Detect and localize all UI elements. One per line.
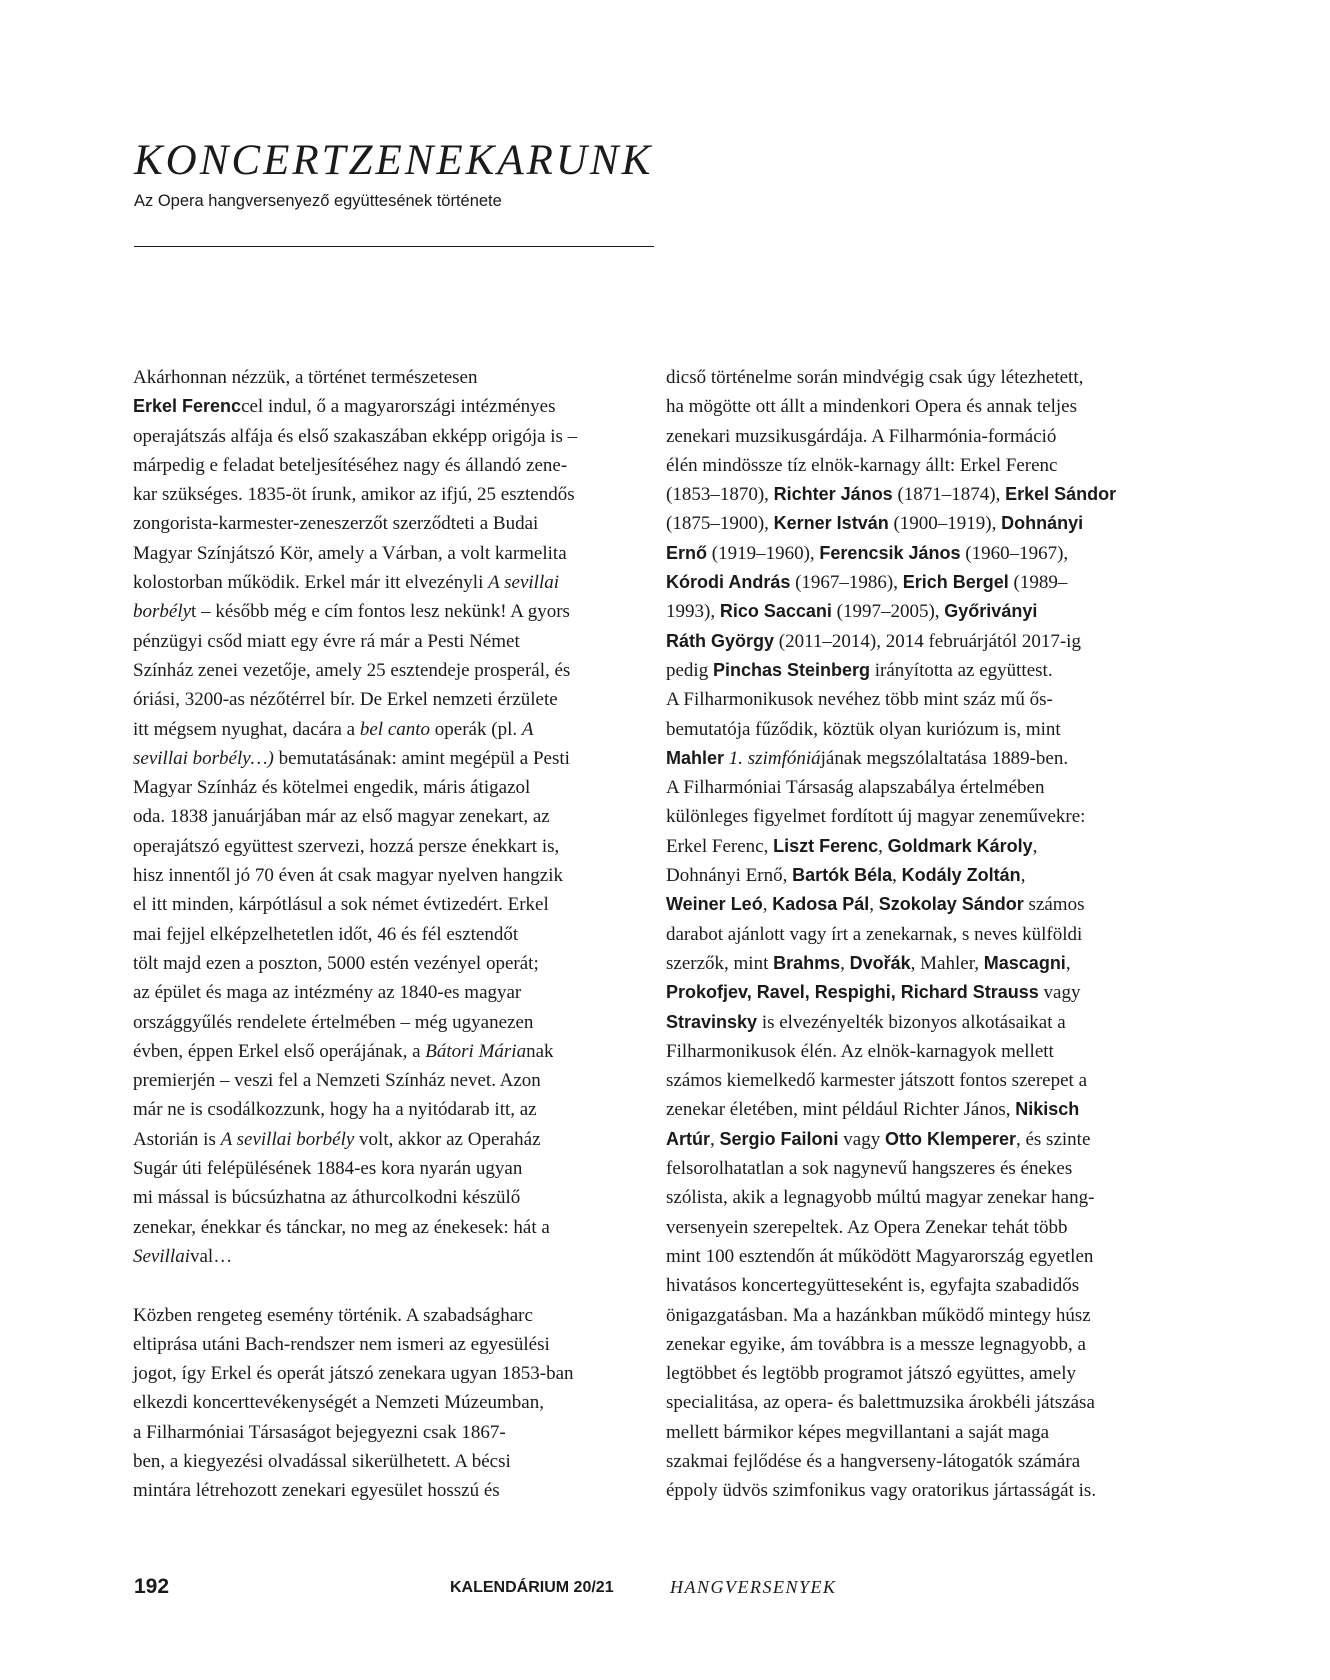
name-highlight: Kerner István xyxy=(773,513,889,534)
text-run: kar szükséges. 1835-öt írunk, amikor az ifjú, 25 esztendős xyxy=(133,484,575,506)
text-run: premierjén – veszi fel a Nemzeti Színház nevet. Azon xyxy=(133,1070,541,1092)
text-line xyxy=(133,363,633,392)
text-line xyxy=(666,773,1166,802)
text-run: nak xyxy=(526,1040,554,1062)
text-run: operajátszó együttest szervezi, hozzá persze énekkart is, xyxy=(133,835,560,857)
text-run: zenekari muzsikusgárdája. A Filharmónia-formáció xyxy=(666,425,1057,447)
text-run: bemutatója fűződik, köztük olyan kuriózum is, mint xyxy=(666,718,1061,740)
text-run: számos kiemelkedő karmester játszott fontos szerepet a xyxy=(666,1070,1088,1092)
text-line xyxy=(133,392,633,421)
text-line xyxy=(666,627,1166,656)
text-run: pénzügyi csőd miatt egy évre rá már a Pesti Német xyxy=(133,630,520,652)
text-line xyxy=(666,715,1166,744)
name-highlight: Szokolay Sándor xyxy=(878,894,1024,915)
text-run: oda. 1838 januárjában már az első magyar zenekart, az xyxy=(133,806,550,828)
text-line xyxy=(133,1301,633,1330)
text-line xyxy=(666,568,1166,597)
text-run: operák (pl. xyxy=(430,718,522,740)
italic-title: bel canto xyxy=(359,718,431,740)
name-highlight: Győriványi xyxy=(944,601,1038,622)
text-line xyxy=(666,363,1166,392)
text-line xyxy=(133,1095,633,1124)
name-highlight: Prokofjev, Ravel, Respighi, Richard Strauss xyxy=(666,982,1039,1003)
text-line xyxy=(666,1476,1166,1505)
text-line xyxy=(666,451,1166,480)
text-run: , xyxy=(762,894,773,916)
text-line xyxy=(133,949,633,978)
text-run: , xyxy=(840,952,850,974)
text-run: hisz innentől jó 70 éven át csak magyar nyelven hangzik xyxy=(133,865,564,887)
text-run: itt mégsem nyughat, dacára a xyxy=(133,718,360,740)
text-run: vagy xyxy=(838,1128,885,1150)
text-run: tölt majd ezen a poszton, 5000 estén vezényel operát; xyxy=(133,952,539,974)
text-line xyxy=(133,568,633,597)
text-run: mellett bármikor képes megvillantani a saját maga xyxy=(666,1421,1050,1443)
text-run: felsorolhatatlan a sok nagynevű hangszeres és énekes xyxy=(666,1158,1073,1180)
page-title: KONCERTZENEKARUNK xyxy=(134,137,654,184)
text-line xyxy=(133,978,633,1007)
text-line xyxy=(133,1213,633,1242)
text-line xyxy=(666,509,1166,538)
text-run: önigazgatásban. Ma a hazánkban működő mintegy húsz xyxy=(666,1304,1091,1326)
text-run: Astorián is xyxy=(133,1128,221,1150)
text-line xyxy=(133,832,633,861)
text-run: jogot, így Erkel és operát játszó zenekara ugyan 1853-ban xyxy=(133,1363,574,1385)
text-run: volt, akkor az Operaház xyxy=(354,1128,541,1150)
name-highlight: Nikisch xyxy=(1015,1099,1080,1120)
text-line xyxy=(666,656,1166,685)
text-line xyxy=(133,920,633,949)
right-text-column xyxy=(666,363,1166,1506)
name-highlight: Brahms xyxy=(773,952,841,973)
text-line xyxy=(133,685,633,714)
text-run: bemutatásának: amint megépül a Pesti xyxy=(273,747,570,769)
text-run: legtöbbet és legtöbb programot játszó együttes, amely xyxy=(666,1363,1076,1385)
name-highlight: Ráth György xyxy=(666,630,775,651)
name-highlight: Mahler xyxy=(666,747,725,768)
text-run: (1919–1960), xyxy=(707,542,820,564)
text-line xyxy=(133,451,633,480)
text-line xyxy=(666,744,1166,773)
text-run: cel indul, ő a magyarországi intézményes xyxy=(241,396,556,418)
text-run: eltiprása utáni Bach-rendszer nem ismeri az egyesülési xyxy=(133,1333,550,1355)
text-run: , xyxy=(710,1128,720,1150)
name-highlight: Liszt Ferenc xyxy=(773,835,879,856)
text-run: óriási, 3200-as nézőtérrel bír. De Erkel nemzeti érzülete xyxy=(133,689,558,711)
text-line xyxy=(666,920,1166,949)
text-run: Közben rengeteg esemény történik. A szabadságharc xyxy=(133,1304,533,1326)
publication-name: KALENDÁRIUM 20/21 xyxy=(450,1579,614,1596)
text-run: ha mögötte ott állt a mindenkori Opera és annak teljes xyxy=(666,396,1078,418)
name-highlight: Otto Klemperer xyxy=(884,1128,1016,1149)
text-run: Erkel Ferenc, xyxy=(666,835,774,857)
text-line xyxy=(666,1095,1166,1124)
text-run: (1875–1900), xyxy=(666,513,774,535)
text-line xyxy=(666,1213,1166,1242)
name-highlight: Erich Bergel xyxy=(902,572,1009,593)
section-name: HANGVERSENYEK xyxy=(670,1577,837,1597)
text-run: Magyar Színház és kötelmei engedik, máris átigazol xyxy=(133,777,531,799)
text-run: elkezdi koncerttevékenységét a Nemzeti Múzeumban, xyxy=(133,1392,544,1414)
text-line xyxy=(133,480,633,509)
text-run: Dohnányi Ernő, xyxy=(666,865,793,887)
text-run: mint 100 esztendőn át működött Magyarország egyetlen xyxy=(666,1245,1094,1267)
text-run: élén mindössze tíz elnök-karnagy állt: Erkel Ferenc xyxy=(666,454,1058,476)
text-line xyxy=(666,539,1166,568)
text-line xyxy=(133,1066,633,1095)
text-run: specialitása, az opera- és balettmuzsika árokbéli játszása xyxy=(666,1392,1095,1414)
text-run: (1989– xyxy=(1008,572,1068,594)
text-run: évben, éppen Erkel első operájának, a xyxy=(133,1040,426,1062)
name-highlight: Artúr xyxy=(666,1128,710,1149)
name-highlight: Dohnányi xyxy=(1001,513,1084,534)
text-run: , xyxy=(1020,865,1026,887)
text-line xyxy=(666,978,1166,1007)
text-line xyxy=(666,832,1166,861)
text-run: (2011–2014), 2014 februárjától 2017-ig xyxy=(774,630,1081,652)
italic-title: A xyxy=(521,718,534,740)
text-run: zenekar, énekkar és tánckar, no meg az énekesek: hát a xyxy=(133,1216,550,1238)
text-run: darabot ajánlott vagy írt a zenekarnak, s neves külföldi xyxy=(666,923,1083,945)
text-run: jának megszólaltatása 1889-ben. xyxy=(820,747,1069,769)
text-line xyxy=(666,1066,1166,1095)
text-line xyxy=(133,802,633,831)
text-line xyxy=(666,480,1166,509)
text-line xyxy=(666,1359,1166,1388)
text-run: irányította az együttest. xyxy=(870,659,1053,681)
text-run: Színház zenei vezetője, amely 25 esztendeje prosperál, és xyxy=(133,659,571,681)
text-run: kolostorban működik. Erkel már itt elvezényli xyxy=(133,572,489,594)
text-run: , és szinte xyxy=(1015,1128,1091,1150)
text-line xyxy=(133,627,633,656)
text-run: a Filharmóniai Társaságot bejegyezni csak 1867- xyxy=(133,1421,506,1443)
text-line xyxy=(133,1388,633,1417)
text-line xyxy=(666,1183,1166,1212)
text-run: éppoly üdvös szimfonikus vagy oratorikus jártasságát is. xyxy=(666,1480,1097,1502)
text-line xyxy=(133,1008,633,1037)
text-run: szólista, akik a legnagyobb múltú magyar zenekar hang- xyxy=(666,1187,1095,1209)
text-run: szakmai fejlődése és a hangverseny-látogatók számára xyxy=(666,1450,1081,1472)
text-run: , xyxy=(878,835,888,857)
italic-title: A sevillai xyxy=(488,572,559,594)
text-run: vagy xyxy=(1038,982,1081,1004)
italic-title: Bátori Mária xyxy=(425,1040,527,1062)
name-highlight: Rico Saccani xyxy=(719,601,832,622)
text-run: operajátszás alfája és első szakaszában ekképp origója is – xyxy=(133,425,578,447)
text-line xyxy=(133,715,633,744)
name-highlight: Pinchas Steinberg xyxy=(712,659,871,680)
text-run: zenekar életében, mint például Richter János, xyxy=(666,1099,1016,1121)
text-line xyxy=(133,1037,633,1066)
text-line xyxy=(133,1418,633,1447)
title-divider xyxy=(134,246,654,247)
text-run: (1853–1870), xyxy=(666,484,774,506)
name-highlight: Ernő xyxy=(666,542,708,563)
text-run: különleges figyelmet fordított új magyar zeneművekre: xyxy=(666,806,1086,828)
text-run: Akárhonnan nézzük, a történet természetesen xyxy=(133,367,478,388)
text-run: pedig xyxy=(666,659,713,681)
text-line xyxy=(666,597,1166,626)
text-line xyxy=(133,422,633,451)
text-run: márpedig e feladat beteljesítéséhez nagy és állandó zene- xyxy=(133,454,568,476)
text-line xyxy=(133,890,633,919)
text-line xyxy=(666,1154,1166,1183)
text-line xyxy=(666,1447,1166,1476)
name-highlight: Mascagni xyxy=(983,952,1066,973)
text-run: országgyűlés rendelete értelmében – még ugyanezen xyxy=(133,1011,534,1033)
text-line xyxy=(666,1271,1166,1300)
text-line xyxy=(133,1125,633,1154)
text-run: Magyar Színjátszó Kör, amely a Várban, a volt karmelita xyxy=(133,542,567,564)
text-line xyxy=(133,773,633,802)
name-highlight: Weiner Leó xyxy=(666,894,763,915)
text-line xyxy=(133,539,633,568)
italic-title: borbély xyxy=(133,601,192,623)
name-highlight: Stravinsky xyxy=(666,1011,758,1032)
name-highlight: Bartók Béla xyxy=(792,865,893,886)
name-highlight: Kodály Zoltán xyxy=(901,865,1021,886)
text-run: (1900–1919), xyxy=(888,513,1002,535)
text-run: (1997–2005), xyxy=(831,601,945,623)
text-run: , xyxy=(869,894,879,916)
left-text-column xyxy=(133,363,633,1506)
text-run: A Filharmonikusok nevéhez több mint száz mű ős- xyxy=(666,689,1053,711)
text-line xyxy=(666,861,1166,890)
text-run: zenekar egyike, ám továbbra is a messze legnagyobb, a xyxy=(666,1333,1086,1355)
page-subtitle: Az Opera hangversenyező együttesének története xyxy=(134,192,502,210)
text-line xyxy=(133,1447,633,1476)
text-line xyxy=(133,656,633,685)
page-number: 192 xyxy=(134,1575,170,1598)
text-run: már ne is csodálkozzunk, hogy ha a nyitódarab itt, az xyxy=(133,1099,537,1121)
text-run: versenyein szerepeltek. Az Opera Zenekar tehát több xyxy=(666,1216,1068,1238)
name-highlight: Sergio Failoni xyxy=(719,1128,839,1149)
italic-title: sevillai borbély…) xyxy=(133,747,274,769)
text-line xyxy=(133,1359,633,1388)
text-line xyxy=(666,1330,1166,1359)
text-run: , xyxy=(1032,835,1038,857)
text-line xyxy=(666,1418,1166,1447)
text-run: mintára létrehozott zenekari egyesület hosszú és xyxy=(133,1480,500,1502)
text-run: (1967–1986), xyxy=(790,572,903,594)
text-line xyxy=(133,509,633,538)
text-line xyxy=(133,597,633,626)
text-run: , Mahler, xyxy=(910,952,984,974)
text-run: zongorista-karmester-zeneszerzőt szerződteti a Budai xyxy=(133,513,539,535)
text-line xyxy=(133,1242,633,1271)
text-run: mai fejjel elképzelhetetlen időt, 46 és fél esztendőt xyxy=(133,923,519,945)
text-run: Sugár úti felépülésének 1884-es kora nyarán ugyan xyxy=(133,1158,523,1180)
text-run: Filharmonikusok élén. Az elnök-karnagyok mellett xyxy=(666,1040,1054,1062)
name-highlight: Erkel Sándor xyxy=(1005,484,1117,505)
text-run: val… xyxy=(189,1245,233,1267)
text-line xyxy=(133,861,633,890)
text-line xyxy=(133,1183,633,1212)
text-run: ben, a kiegyezési olvadással sikerülhetett. A bécsi xyxy=(133,1450,511,1472)
text-run: az épület és maga az intézmény az 1840-es magyar xyxy=(133,982,522,1004)
text-run: el itt minden, kárpótlásul a sok német évtizedért. Erkel xyxy=(133,894,549,916)
text-run: (1871–1874), xyxy=(892,484,1006,506)
text-run: számos xyxy=(1023,894,1085,916)
name-highlight: Richter János xyxy=(773,484,893,505)
text-line xyxy=(666,685,1166,714)
text-run: 1993), xyxy=(666,601,720,623)
italic-title: Sevillai xyxy=(133,1245,190,1267)
text-line xyxy=(666,1037,1166,1066)
text-line xyxy=(666,802,1166,831)
text-run: , xyxy=(1065,952,1071,974)
text-line xyxy=(666,1125,1166,1154)
text-run: , xyxy=(892,865,902,887)
name-highlight: Goldmark Károly xyxy=(887,835,1033,856)
text-run: szerzők, mint xyxy=(666,952,774,974)
text-run: hivatásos koncertegyütteseként is, egyfajta szabadidős xyxy=(666,1275,1080,1297)
name-highlight: Ferencsik János xyxy=(819,542,961,563)
name-highlight: Kórodi András xyxy=(666,572,791,593)
text-line xyxy=(133,744,633,773)
text-run: t – később még e cím fontos lesz nekünk! A gyors xyxy=(191,601,570,623)
name-highlight: Kadosa Pál xyxy=(772,894,870,915)
name-highlight: Dvořák xyxy=(849,952,911,973)
text-line xyxy=(666,1301,1166,1330)
paragraph-gap xyxy=(133,1271,633,1300)
italic-title: 1. szimfóniá xyxy=(728,747,821,769)
text-line xyxy=(666,422,1166,451)
text-line xyxy=(666,392,1166,421)
text-line xyxy=(133,1154,633,1183)
text-run: (1960–1967), xyxy=(960,542,1069,564)
text-run: mi mással is búcsúzhatna az áthurcolkodni készülő xyxy=(133,1187,521,1209)
italic-title: A sevillai borbély xyxy=(220,1128,355,1150)
text-line xyxy=(666,1242,1166,1271)
text-line xyxy=(133,1330,633,1359)
text-line xyxy=(666,1008,1166,1037)
text-line xyxy=(666,890,1166,919)
name-highlight: Erkel Ferenc xyxy=(133,396,242,417)
text-line xyxy=(133,1476,633,1505)
text-run: dicső történelme során mindvégig csak úgy létezhetett, xyxy=(666,367,1084,388)
text-run: A Filharmóniai Társaság alapszabálya értelmében xyxy=(666,777,1045,799)
text-line xyxy=(666,949,1166,978)
text-line xyxy=(666,1388,1166,1417)
text-run: is elvezényelték bizonyos alkotásaikat a xyxy=(757,1011,1066,1033)
